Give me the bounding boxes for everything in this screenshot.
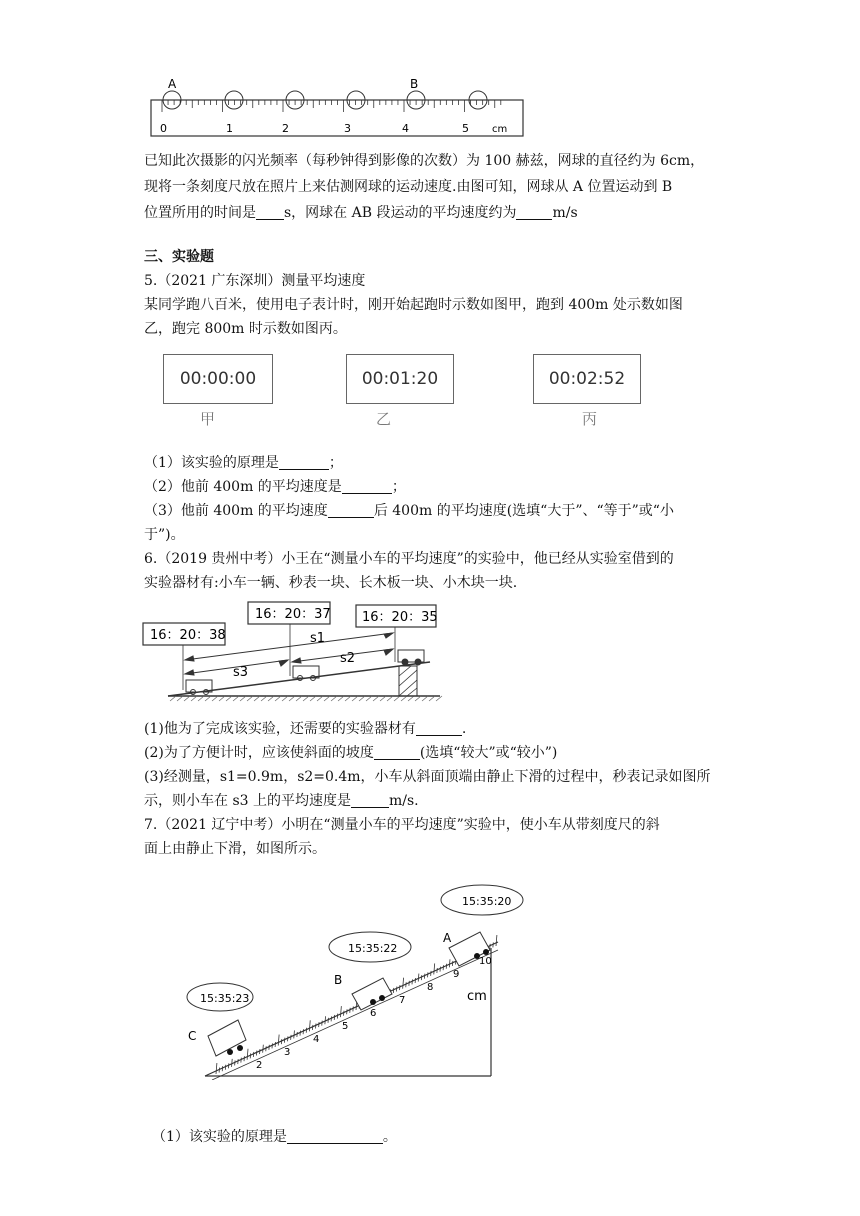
q4-line1: 已知此次摄影的闪光频率（每秒钟得到影像的次数）为 100 赫兹，网球的直径约为 6cm， (144, 153, 705, 169)
incline-unit: cm (467, 989, 487, 1004)
label-a: A (168, 77, 177, 91)
label-b: B (410, 77, 419, 91)
incline-tick-mark (403, 978, 404, 989)
ruler-tick-0: 0 (160, 122, 167, 135)
incline-tick-mark (232, 1059, 233, 1067)
q5-sub1: （1）该实验的原理是 ； (144, 455, 343, 471)
incline-tick-10: 10 (479, 956, 492, 967)
answer-blank (342, 477, 392, 494)
ruler-tick-3: 3 (344, 122, 351, 135)
timer-jia: 00:00:00 (163, 354, 273, 404)
q7-line2: 面上由静止下滑，如图所示。 (144, 841, 326, 857)
incline-tick-mark (449, 959, 450, 967)
q6-line2: 实验器材有:小车一辆、秒表一块、长木板一块、小木块一块. (144, 575, 518, 591)
q5-title: 5.（2021 广东深圳）测量平均速度 (144, 273, 366, 289)
label-s3: s3 (233, 665, 249, 680)
answer-blank (328, 501, 374, 518)
caption-jia: 甲 (200, 410, 216, 428)
timer-yi: 00:01:20 (346, 354, 454, 404)
q5-sub2: （2）他前 400m 的平均速度是 ； (144, 479, 406, 495)
q6-line1: 6.（2019 贵州中考）小王在“测量小车的平均速度”的实验中，他已经从实验室借到的 (144, 551, 674, 567)
incline-tick-mark (356, 1002, 357, 1010)
incline-tick-2: 2 (256, 1060, 263, 1071)
q4-line2: 现将一条刻度尺放在照片上来估测网球的运动速度.由图可知，网球从 A 位置运动到 B (144, 179, 673, 195)
incline-tick-3: 3 (284, 1047, 291, 1058)
q4-line3: 位置所用的时间是 s，网球在 AB 段运动的平均速度约为 m/s (144, 205, 578, 221)
incline-tick-mark (325, 1016, 326, 1024)
q6-sub3-line2: 示，则小车在 s3 上的平均速度是 m/s. (144, 793, 419, 809)
point-a: A (443, 931, 452, 945)
ruler-tick-1: 1 (226, 122, 233, 135)
point-b: B (334, 973, 343, 987)
answer-blank (279, 453, 329, 470)
incline-tick-6: 6 (370, 1008, 377, 1019)
label-s2: s2 (340, 651, 356, 666)
answer-blank (256, 203, 284, 220)
incline-tick-mark (263, 1045, 264, 1053)
caption-yi: 乙 (376, 410, 392, 428)
ruler-tick-5: 5 (462, 122, 469, 135)
q5-line2: 乙，跑完 800m 时示数如图丙。 (144, 321, 347, 337)
clock-middle: 16：20：37 (255, 607, 331, 622)
q7-sub1: （1）该实验的原理是 。 (152, 1129, 397, 1145)
caption-bing: 丙 (582, 410, 598, 428)
answer-blank (416, 719, 462, 736)
incline-tick-7: 7 (399, 995, 406, 1006)
incline-tick-4: 4 (313, 1034, 320, 1045)
incline-figure-q7 (180, 880, 530, 1080)
q5-sub3: （3）他前 400m 的平均速度 后 400m 的平均速度(选填“大于”、“等于”或“小 (144, 503, 674, 519)
clock-c: 15:35:23 (200, 992, 250, 1005)
incline-tick-mark (247, 1049, 248, 1060)
section-title: 三、实验题 (144, 249, 214, 265)
q7-line1: 7.（2021 辽宁中考）小明在“测量小车的平均速度”实验中，使小车从带刻度尺的斜 (144, 817, 660, 833)
incline-tick-9: 9 (453, 969, 460, 980)
incline-tick-mark (309, 1020, 310, 1031)
point-c: C (188, 1029, 197, 1043)
incline-tick-mark (496, 935, 497, 946)
clock-bottom: 16：20：38 (150, 628, 226, 643)
answer-blank (287, 1127, 383, 1144)
answer-blank (374, 743, 420, 760)
q5-line1: 某同学跑八百米，使用电子表计时，刚开始起跑时示数如图甲，跑到 400m 处示数如图 (144, 297, 683, 313)
q5-sub3-cont: 于”)。 (144, 527, 185, 543)
q6-sub1: (1)他为了完成该实验，还需要的实验器材有 . (144, 721, 467, 737)
incline-tick-mark (294, 1030, 295, 1038)
clock-a: 15:35:20 (462, 895, 512, 908)
incline-tick-5: 5 (342, 1021, 349, 1032)
timer-bing: 00:02:52 (533, 354, 641, 404)
incline-figure-q6 (140, 600, 445, 702)
incline-tick-mark (434, 963, 435, 974)
tennis-ball-ruler-figure (148, 76, 528, 140)
ruler-unit: cm (492, 124, 508, 135)
incline-tick-mark (340, 1006, 341, 1017)
clock-b: 15:35:22 (348, 942, 398, 955)
label-s1: s1 (310, 631, 326, 646)
q6-sub3-line1: (3)经测量，s1=0.9m，s2=0.4m，小车从斜面顶端由静止下滑的过程中，秒表记录如图所 (144, 769, 711, 785)
incline-tick-8: 8 (427, 982, 434, 993)
answer-blank (351, 791, 389, 808)
incline-tick-mark (418, 974, 419, 982)
answer-blank (516, 203, 552, 220)
clock-top: 16：20：35 (362, 610, 438, 625)
incline-tick-mark (278, 1035, 279, 1046)
q6-sub2: (2)为了方便计时，应该使斜面的坡度 (选填“较大”或“较小”) (144, 745, 558, 761)
ruler-tick-2: 2 (282, 122, 289, 135)
ruler-tick-4: 4 (402, 122, 409, 135)
incline-tick-mark (216, 1063, 217, 1074)
